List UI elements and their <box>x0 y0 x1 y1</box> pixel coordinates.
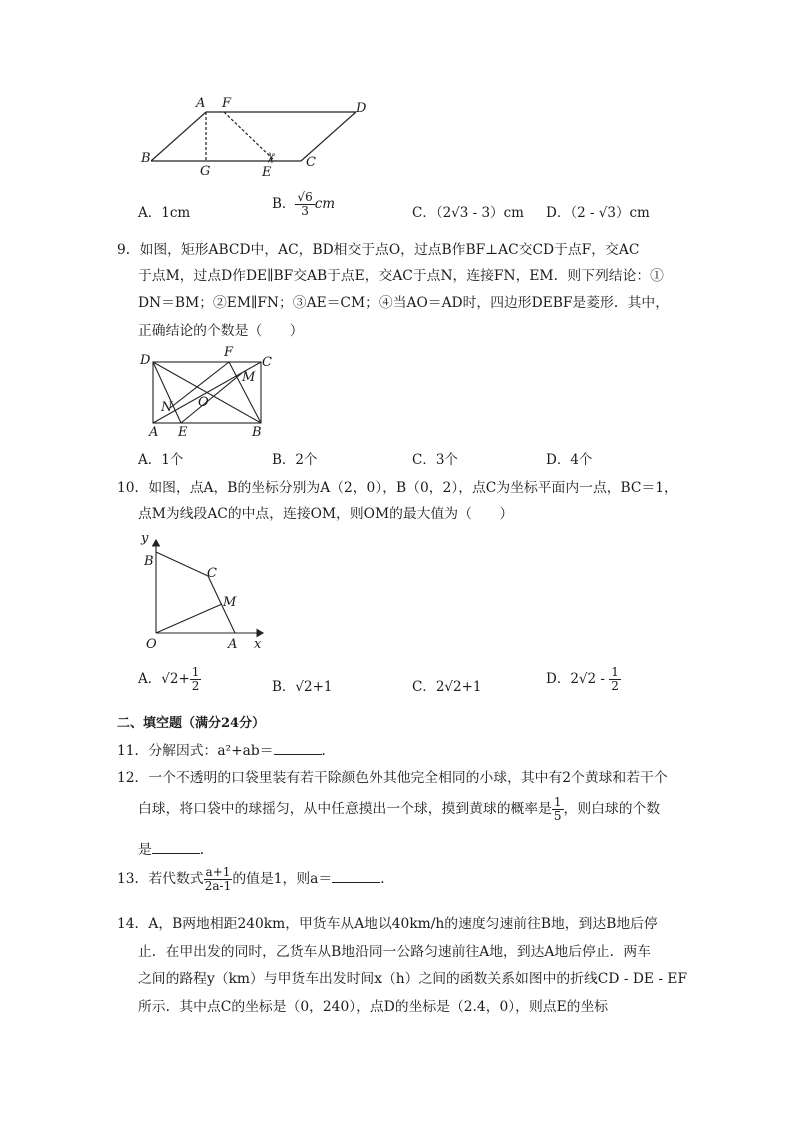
label-B: B <box>141 151 151 166</box>
label-A: A <box>196 96 206 111</box>
q14-line-4: 所示．其中点C的坐标是（0，240），点D的坐标是（2.4，0），则点E的坐标 <box>138 999 609 1015</box>
q12-line-3-end: ． <box>199 842 214 858</box>
q8-option-b-numerator: √6 <box>297 190 313 204</box>
q12-fraction <box>552 796 564 823</box>
q10-line-2: 点M为线段AC的中点，连接OM，则OM的最大值为（ ） <box>138 506 514 522</box>
q9-line-1: 9．如图，矩形ABCD中，AC，BD相交于点O，过点B作BF⊥AC交CD于点F，交AC <box>117 242 640 258</box>
q10-option-d-denominator: 2 <box>611 679 619 693</box>
q13-fraction-numerator: a+1 <box>205 865 231 879</box>
q9-label-D: D <box>140 353 151 368</box>
q9-label-N: N <box>161 400 173 415</box>
section-heading: 二、填空题（满分24分） <box>117 716 266 731</box>
q9-option-b[interactable]: B．2个 <box>272 452 318 468</box>
rectangle-figure <box>140 350 280 430</box>
q14-line-3: 之间的路程y（km）与甲货车出发时间x（h）之间的函数关系如图中的折线CD - DE - EF <box>138 971 688 987</box>
q13-fraction-denominator: 2a-1 <box>204 879 232 893</box>
q10-option-d-prefix: D．2√2 - <box>546 671 610 687</box>
q8-option-b-unit: cm <box>314 196 336 212</box>
q9-label-E: E <box>178 425 188 440</box>
q9-label-B: B <box>252 425 262 440</box>
q10-option-d-numerator: 1 <box>611 665 619 679</box>
q8-option-c[interactable]: C．（2√3 - 3）cm <box>412 205 524 221</box>
label-F: F <box>222 96 232 111</box>
q13-pre: 13．若代数式 <box>117 871 204 887</box>
q9-label-O: O <box>198 395 209 410</box>
q9-label-A: A <box>149 425 159 440</box>
q10-label-O: O <box>146 637 157 652</box>
q9-label-C: C <box>262 355 272 370</box>
q11-end: ． <box>321 743 336 759</box>
q10-option-a-fraction <box>190 666 202 693</box>
q8-option-b[interactable] <box>272 191 335 218</box>
q13-fraction <box>204 866 233 893</box>
q9-line-4: 正确结论的个数是（ ） <box>138 323 304 339</box>
q9-option-d[interactable]: D．4个 <box>546 452 593 468</box>
q9-label-M: M <box>242 370 256 385</box>
q10-label-x: x <box>254 637 262 652</box>
q13 <box>117 866 394 893</box>
q9-option-c[interactable]: C．3个 <box>412 452 458 468</box>
q12-line-3-pre: 是 <box>138 842 152 858</box>
q14-line-1: 14．A，B两地相距240km，甲货车从A地以40km/h的速度匀速前往B地，到达B地后停 <box>117 916 658 932</box>
q10-option-a-prefix: A．√2+ <box>138 671 190 687</box>
q12-line-2-pre: 白球，将口袋中的球摇匀，从中任意摸出一个球，摸到黄球的概率是 <box>138 801 552 817</box>
q13-end: ． <box>380 871 394 887</box>
q12-line-2-post: ，则白球的个数 <box>563 801 661 817</box>
q10-option-d[interactable] <box>546 666 621 693</box>
q10-line-1: 10．如图，点A，B的坐标分别为A（2，0），B（0，2），点C为坐标平面内一点，BC＝1， <box>117 480 678 496</box>
q12-fraction-numerator: 1 <box>553 795 562 809</box>
q10-option-a[interactable] <box>138 666 201 693</box>
q10-option-b[interactable]: B．√2+1 <box>272 679 333 695</box>
q8-option-b-denominator: 3 <box>301 204 309 218</box>
label-G: G <box>200 164 211 179</box>
q8-option-b-prefix: B． <box>272 196 296 212</box>
q12-line-2 <box>138 796 660 823</box>
label-E: E <box>262 165 272 180</box>
q8-option-a[interactable]: A．1cm <box>138 205 191 221</box>
q12-blank[interactable] <box>152 841 200 854</box>
q9-line-2: 于点M，过点D作DE∥BF交AB于点E，交AC于点N，连接FN，EM．则下列结论：① <box>138 268 664 284</box>
q11 <box>117 739 335 759</box>
q10-label-y: y <box>141 531 149 546</box>
q12-line-3 <box>138 838 214 858</box>
q10-option-c[interactable]: C．2√2+1 <box>412 679 482 695</box>
q11-blank[interactable] <box>274 742 322 755</box>
q10-label-M: M <box>223 595 237 610</box>
parallelogram-figure <box>130 92 380 187</box>
q10-option-a-numerator: 1 <box>191 665 200 679</box>
q10-label-A: A <box>228 637 238 652</box>
q13-blank[interactable] <box>332 870 380 883</box>
q8-option-d[interactable]: D．（2 - √3）cm <box>546 205 650 221</box>
q13-mid: 的值是1，则a＝ <box>232 871 333 887</box>
q12-line-1: 12．一个不透明的口袋里装有若干除颜色外其他完全相同的小球，其中有2个黄球和若干个 <box>117 770 668 786</box>
label-C: C <box>306 155 316 170</box>
q10-option-a-denominator: 2 <box>191 679 200 693</box>
label-D: D <box>356 101 367 116</box>
q8-option-b-fraction <box>295 191 314 218</box>
q10-label-C: C <box>207 566 217 581</box>
q11-text: 11．分解因式：a²+ab＝ <box>117 743 274 759</box>
q10-label-B: B <box>144 554 154 569</box>
q12-fraction-denominator: 5 <box>553 809 562 823</box>
q9-label-F: F <box>224 345 234 360</box>
q10-option-d-fraction <box>609 666 621 693</box>
q9-line-3: DN＝BM；②EM∥FN；③AE＝CM；④当AO＝AD时，四边形DEBF是菱形．其中， <box>138 295 670 311</box>
q9-option-a[interactable]: A．1个 <box>138 452 184 468</box>
q14-line-2: 止．在甲出发的同时，乙货车从B地沿同一公路匀速前往A地，到达A地后停止．两车 <box>138 944 651 960</box>
scissors-icon: ✂ <box>260 150 279 166</box>
